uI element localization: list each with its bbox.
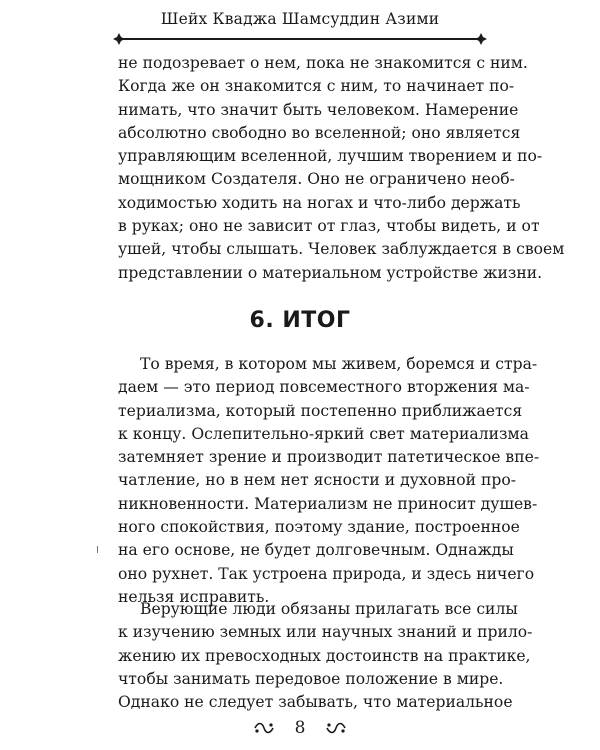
text-line: мощником Создателя. Оно не ограничено необ- [118, 170, 515, 189]
footer-ornament-right-icon [325, 721, 347, 735]
body-paragraph-1 [118, 52, 565, 285]
text-line: в руках; оно не зависит от глаз, чтобы видеть, и от [118, 217, 540, 236]
text-line: даем — это период повсеместного вторжения ма- [118, 378, 530, 397]
text-line: затемняет зрение и производит патетическое впе- [118, 448, 540, 467]
text-line: чатление, но в нем нет ясности и духовной про- [118, 471, 516, 490]
text-line: Когда же он знакомится с ним, то начинает по- [118, 77, 515, 96]
text-line: оно рухнет. Так устроена природа, и здесь ничего [118, 564, 535, 583]
fleuron-right-icon [474, 32, 488, 46]
text-line: То время, в котором мы живем, боремся и стра- [140, 355, 538, 373]
text-line: абсолютно свободно во вселенной; оно является [118, 123, 521, 142]
text-line: чтобы занимать передовое положение в мире. [118, 669, 504, 688]
text-line: никновенности. Материализм не приносит душев- [118, 494, 538, 513]
text-line: ходимостью ходить на ногах и что-либо держать [118, 193, 521, 212]
text-line: ушей, чтобы слышать. Человек заблуждается в своем [118, 240, 565, 259]
text-line: Однако не следует забывать, что материальное [118, 693, 513, 712]
text-line: к концу. Ослепительно-яркий свет материализма [118, 424, 529, 443]
fleuron-left-icon [112, 32, 126, 46]
text-line: Верующие люди обязаны прилагать все силы [140, 600, 518, 618]
page-number: 8 [294, 717, 306, 738]
running-head: Шейх Кваджа Шамсуддин Азими [160, 10, 440, 28]
body-paragraph-3 [118, 598, 533, 714]
text-line: представлении о материальном устройстве жизни. [118, 263, 543, 282]
text-line: жению их превосходных достоинств на практике, [118, 646, 531, 665]
page-footer [0, 717, 600, 741]
text-line: териализма, который постепенно приближается [118, 401, 523, 420]
text-line: нимать, что значит быть человеком. Намерение [118, 100, 519, 119]
header-rule [118, 38, 482, 40]
text-line: к изучению земных или научных знаний и прило- [118, 623, 533, 642]
text-line: ного спокойствия, поэтому здание, построенное [118, 518, 520, 537]
text-line: на его основе, не будет долговечным. Однажды [118, 541, 514, 560]
footer-ornament-left-icon [253, 721, 275, 735]
text-line: нельзя исправить. [118, 587, 270, 606]
text-line: не подозревает о нем, пока не знакомится с ним. [118, 54, 528, 72]
text-line: управляющим вселенной, лучшим творением и по- [118, 147, 543, 166]
section-heading: 6. ИТОГ [249, 308, 351, 333]
print-speck [97, 546, 98, 553]
